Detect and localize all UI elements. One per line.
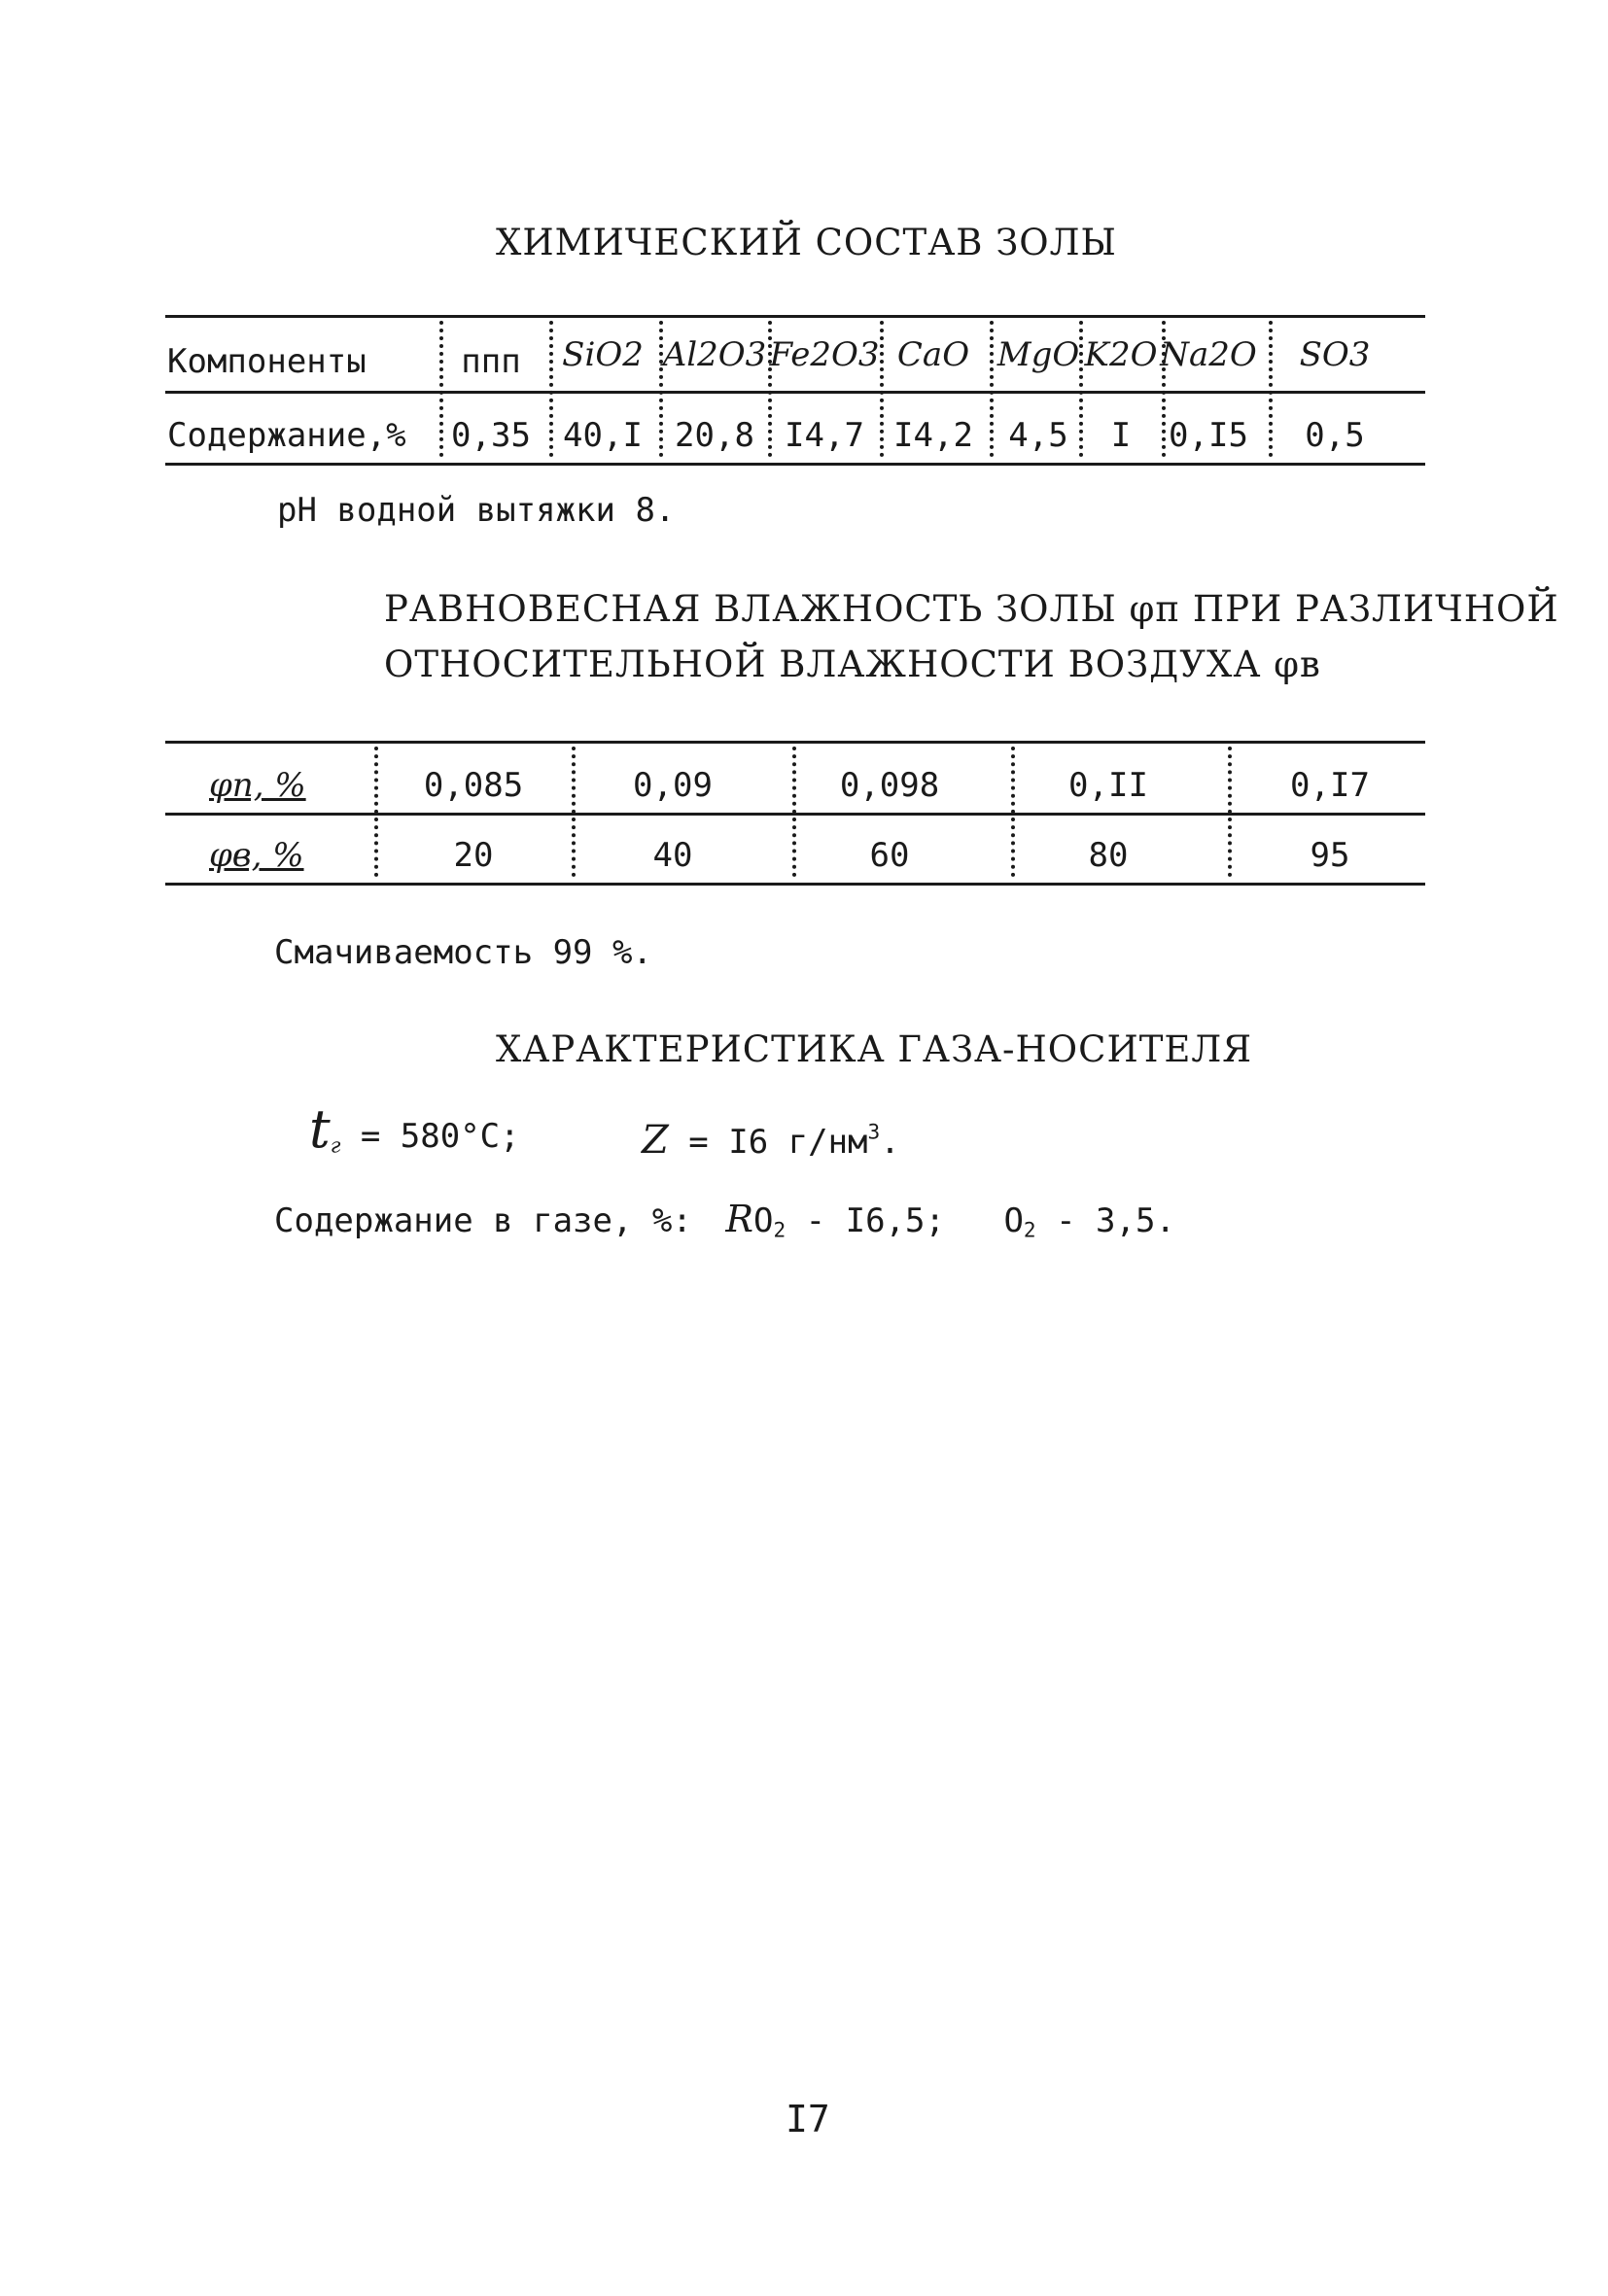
- chem-header-cell: MgO: [996, 335, 1080, 374]
- chem-column-separator: [439, 321, 443, 457]
- o2-symbol: O: [1003, 1201, 1024, 1240]
- moisture-title-line1: РАВНОВЕСНАЯ ВЛАЖНОСТЬ ЗОЛЫ φп ПРИ РАЗЛИЧНОЙ: [384, 588, 1559, 630]
- z-value: = I6 г/нм: [688, 1123, 868, 1162]
- chem-value-cell: I4,2: [893, 416, 973, 455]
- ro2-subscript: 2: [773, 1217, 787, 1242]
- ro2-symbol: O: [752, 1201, 774, 1240]
- chem-value-cell: I: [1110, 416, 1132, 455]
- chem-column-separator: [1079, 321, 1083, 457]
- chem-value-cell: 0,I5: [1169, 416, 1248, 455]
- chem-table-top-rule: [165, 315, 1425, 318]
- gas-temperature-line: [309, 1098, 520, 1160]
- chem-column-separator: [1162, 321, 1166, 457]
- moisture-phi-n-cell: 0,098: [839, 766, 940, 805]
- chem-value-cell: I4,7: [785, 416, 864, 455]
- chem-header-cell: Na2O: [1160, 335, 1257, 374]
- moisture-column-separator: [1228, 747, 1232, 877]
- chem-value-cell: 4,5: [1008, 416, 1068, 455]
- moisture-title-line2: ОТНОСИТЕЛЬНОЙ ВЛАЖНОСТИ ВОЗДУХА φв: [384, 644, 1321, 685]
- z-symbol: Z: [642, 1118, 669, 1163]
- z-end: .: [880, 1123, 900, 1162]
- temperature-value: = 580°C;: [360, 1117, 520, 1156]
- moisture-phi-n-cell: 0,I7: [1290, 766, 1370, 805]
- moisture-phi-v-cell: 80: [1088, 836, 1129, 875]
- chem-header-cell: Al2O3: [662, 335, 767, 374]
- chem-header-cell: SO3: [1299, 335, 1371, 374]
- moisture-phi-n-cell: 0,09: [633, 766, 713, 805]
- chem-table-bottom-rule: [165, 463, 1425, 466]
- ro2-value: - I6,5;: [805, 1201, 945, 1240]
- moisture-phi-v-cell: 40: [652, 836, 693, 875]
- ph-note: pH водной вытяжки 8.: [277, 491, 676, 530]
- moisture-table-top-rule: [165, 741, 1425, 744]
- chem-header-cell: K2O: [1084, 335, 1158, 374]
- chem-column-separator: [549, 321, 553, 457]
- chem-composition-title: ХИМИЧЕСКИЙ СОСТАВ ЗОЛЫ: [496, 222, 1117, 263]
- moisture-column-separator: [792, 747, 796, 877]
- moisture-phi-n-cell: 0,II: [1068, 766, 1148, 805]
- moisture-phi-v-cell: 60: [869, 836, 910, 875]
- moisture-column-separator: [374, 747, 378, 877]
- page-number: I7: [786, 2098, 830, 2140]
- moisture-column-separator: [572, 747, 576, 877]
- chem-header-cell: Fe2O3: [769, 335, 880, 374]
- moisture-row-label-phi-n: φп, %: [209, 766, 306, 805]
- chem-value-cell: 40,I: [563, 416, 643, 455]
- chem-header-cell: CaO: [896, 335, 970, 374]
- wettability-note: Смачиваемость 99 %.: [274, 933, 652, 972]
- moisture-column-separator: [1011, 747, 1015, 877]
- moisture-phi-v-cell: 20: [453, 836, 494, 875]
- moisture-table-bottom-rule: [165, 883, 1425, 886]
- chem-column-separator: [1269, 321, 1273, 457]
- z-exponent: 3: [867, 1119, 881, 1144]
- chem-column-separator: [659, 321, 663, 457]
- moisture-row-label-phi-v: φв, %: [209, 836, 304, 875]
- chem-column-separator: [880, 321, 884, 457]
- chem-header-cell: ппп: [461, 342, 521, 381]
- gas-content-label: Содержание в газе, %:: [274, 1201, 692, 1240]
- chem-header-cell: SiO2: [562, 335, 644, 374]
- o2-value: - 3,5.: [1056, 1201, 1175, 1240]
- chem-table-mid-rule: [165, 391, 1425, 394]
- chem-column-separator: [990, 321, 994, 457]
- gas-content-line: [274, 1198, 1175, 1241]
- o2-subscript: 2: [1023, 1217, 1036, 1242]
- ro2-prefix: R: [725, 1198, 753, 1240]
- temperature-subscript: г: [330, 1132, 341, 1158]
- chem-value-cell: 0,35: [451, 416, 531, 455]
- gas-concentration-line: [642, 1118, 900, 1163]
- chem-column-separator: [768, 321, 772, 457]
- chem-value-cell: 0,5: [1305, 416, 1365, 455]
- chem-row-label-components: Компоненты: [167, 342, 367, 381]
- chem-row-label-content: Содержание,%: [167, 416, 406, 455]
- moisture-phi-v-cell: 95: [1310, 836, 1350, 875]
- temperature-symbol: t: [309, 1098, 331, 1160]
- chem-value-cell: 20,8: [675, 416, 754, 455]
- gas-title: ХАРАКТЕРИСТИКА ГАЗА-НОСИТЕЛЯ: [496, 1028, 1253, 1070]
- moisture-phi-n-cell: 0,085: [423, 766, 524, 805]
